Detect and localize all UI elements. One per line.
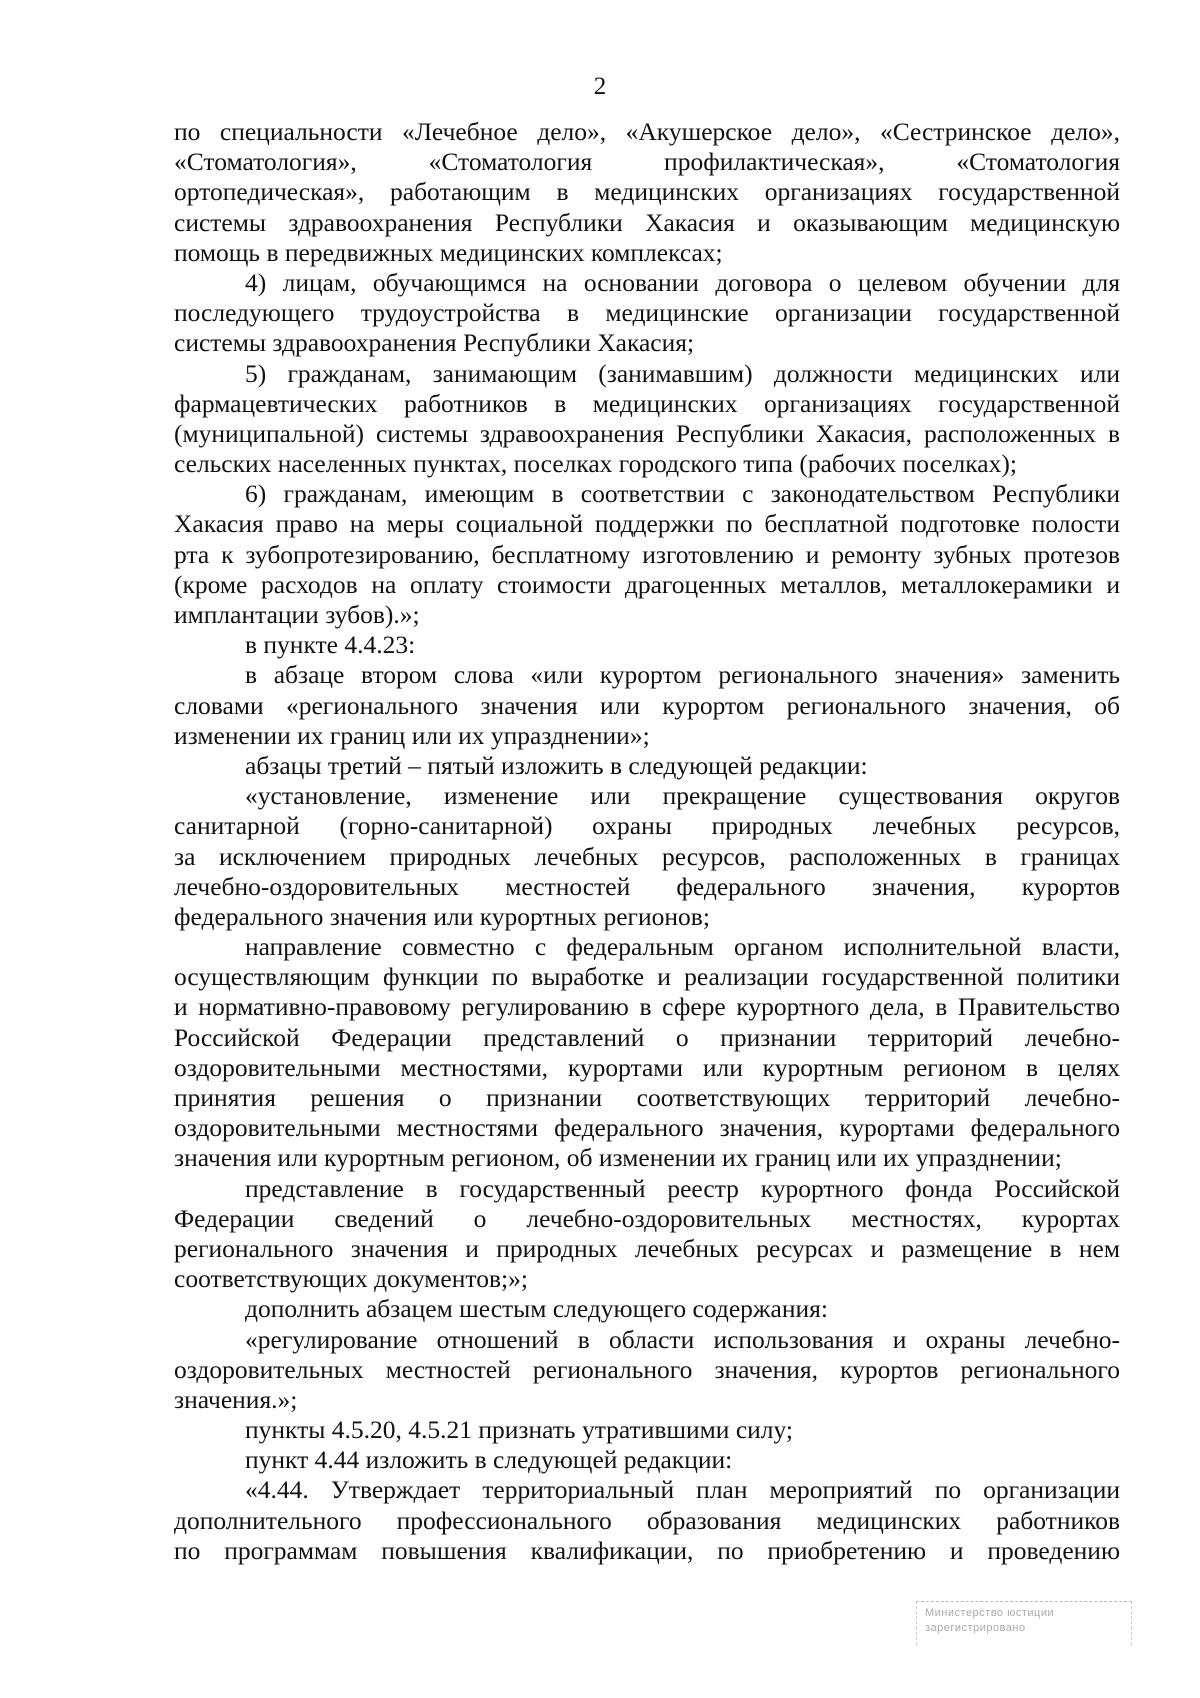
text-line: федерального значения или курортных регионов; xyxy=(174,901,710,931)
text-line: пункты 4.5.20, 4.5.21 признать утратившими силу; xyxy=(245,1415,794,1445)
text-line: Хакасия право на меры социальной поддержки по бесплатной подготовке полости xyxy=(174,509,1120,539)
text-line: сельских населенных пунктах, поселках городского типа (рабочих поселках); xyxy=(174,449,1017,479)
text-line: «регулирование отношений в области использования и охраны лечебно- xyxy=(245,1324,1120,1354)
text-line: значения или курортным регионом, об изменении их границ или их упразднении; xyxy=(174,1143,1062,1173)
stamp-line-1: Министерство юстиции xyxy=(925,1607,1055,1619)
text-line: словами «регионального значения или курортом регионального значения, об xyxy=(174,690,1120,720)
text-line: системы здравоохранения Республики Хакасия; xyxy=(174,328,695,358)
text-line: 4) лицам, обучающимся на основании договора о целевом обучении для xyxy=(245,267,1120,297)
text-line: за исключением природных лечебных ресурсов, расположенных в границах xyxy=(174,841,1120,871)
text-line: Российской Федерации представлений о признании территорий лечебно- xyxy=(174,1022,1120,1052)
text-line: 6) гражданам, имеющим в соответствии с законодательством Республики xyxy=(245,479,1120,509)
text-line: ортопедическая», работающим в медицинских организациях государственной xyxy=(174,177,1120,207)
text-line: санитарной (горно-санитарной) охраны природных лечебных ресурсов, xyxy=(174,811,1120,841)
text-line: изменении их границ или их упразднении»; xyxy=(174,720,650,750)
text-line: по программам повышения квалификации, по приобретению и проведению xyxy=(174,1535,1120,1565)
text-line: принятия решения о признании соответствующих территорий лечебно- xyxy=(174,1083,1120,1112)
text-line: рта к зубопротезированию, бесплатному изготовлению и ремонту зубных протезов xyxy=(174,539,1120,569)
text-line: оздоровительными местностями федерального значения, курортами федерального xyxy=(174,1113,1120,1143)
text-line: регионального значения и природных лечебных ресурсах и размещение в нем xyxy=(174,1233,1120,1263)
text-line: по специальности «Лечебное дело», «Акушерское дело», «Сестринское дело», xyxy=(174,117,1120,146)
text-line: дополнить абзацем шестым следующего содержания: xyxy=(245,1294,828,1324)
registration-stamp xyxy=(916,1601,1132,1645)
text-line: системы здравоохранения Республики Хакасия и оказывающим медицинскую xyxy=(174,207,1120,237)
text-line: дополнительного профессионального образования медицинских работников xyxy=(174,1505,1120,1535)
text-line: осуществляющим функции по выработке и реализации государственной политики xyxy=(174,962,1120,992)
text-line: и нормативно-правовому регулированию в сфере курортного дела, в Правительство xyxy=(174,992,1120,1022)
text-line: (кроме расходов на оплату стоимости драгоценных металлов, металлокерамики и xyxy=(174,569,1120,599)
document-body xyxy=(174,117,1120,1566)
text-line: лечебно-оздоровительных местностей федерального значения, курортов xyxy=(174,871,1120,901)
text-line: представление в государственный реестр курортного фонда Российской xyxy=(245,1173,1120,1203)
text-line: помощь в передвижных медицинских комплексах; xyxy=(174,237,723,267)
text-line: 5) гражданам, занимающим (занимавшим) должности медицинских или xyxy=(245,358,1120,388)
stamp-line-2: зарегистрировано xyxy=(925,1622,1026,1634)
text-line: фармацевтических работников в медицинских организациях государственной xyxy=(174,388,1120,418)
text-line: «4.44. Утверждает территориальный план мероприятий по организации xyxy=(245,1475,1120,1505)
text-line: «Стоматология», «Стоматология профилактическая», «Стоматология xyxy=(174,147,1120,177)
text-line: направление совместно с федеральным органом исполнительной власти, xyxy=(245,932,1120,962)
text-line: в абзаце втором слова «или курортом регионального значения» заменить xyxy=(245,660,1120,690)
text-line: оздоровительными местностями, курортами или курортным регионом в целях xyxy=(174,1052,1120,1082)
text-line: (муниципальной) системы здравоохранения Республики Хакасия, расположенных в xyxy=(174,418,1120,448)
text-line: в пункте 4.4.23: xyxy=(245,630,416,660)
text-line: имплантации зубов).»; xyxy=(174,600,420,629)
page-number: 2 xyxy=(593,73,607,100)
text-line: соответствующих документов;»; xyxy=(174,1264,528,1294)
text-line: Федерации сведений о лечебно-оздоровительных местностях, курортах xyxy=(174,1203,1120,1233)
text-line: «установление, изменение или прекращение существования округов xyxy=(245,781,1120,811)
text-line: абзацы третий – пятый изложить в следующей редакции: xyxy=(245,750,868,780)
text-line: последующего трудоустройства в медицинские организации государственной xyxy=(174,298,1120,328)
text-line: пункт 4.44 изложить в следующей редакции: xyxy=(245,1445,733,1475)
text-line: оздоровительных местностей регионального значения, курортов регионального xyxy=(174,1354,1120,1384)
text-line: значения.»; xyxy=(174,1384,298,1414)
